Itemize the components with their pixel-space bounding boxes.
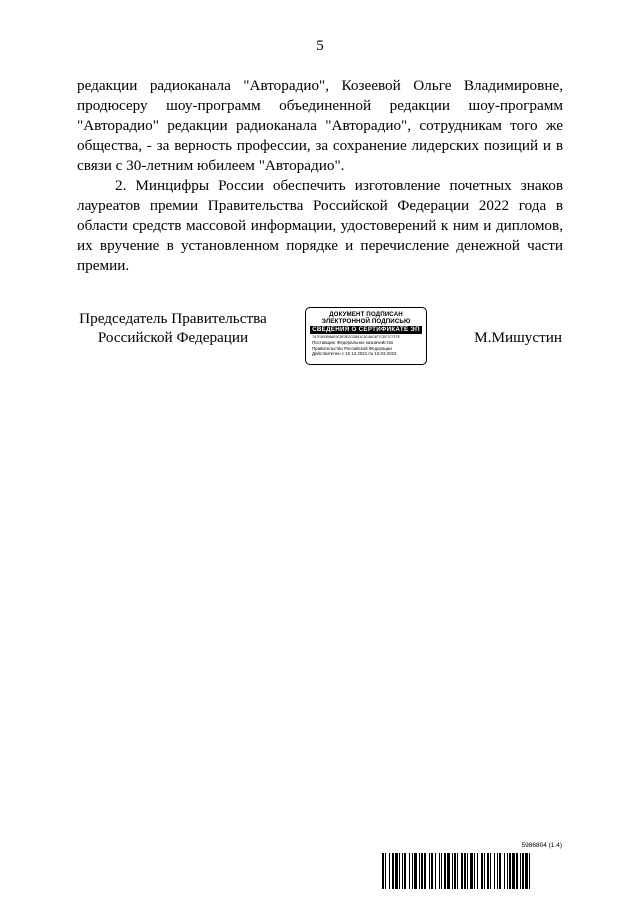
signatory-title	[78, 309, 268, 347]
barcode-icon	[382, 853, 562, 889]
signatory-title-line2: Российской Федерации	[97, 329, 249, 346]
signatory-name: М.Мишустин	[474, 329, 562, 346]
page-number: 5	[316, 38, 324, 54]
stamp-serial: 7A7F0E0BBAE9C5F3E2CDB91C1E4AC4F7CDF7C7F7E	[312, 334, 400, 339]
paragraph-item-2: 2. Минцифры России обеспечить изготовление почетных знаков лауреатов премии Правительства Российской Федерации 2022 года в области средств массовой информации, удостоверений к ним и дипломов, их вручение в установленном порядке и перечисление денежной части премии.	[77, 177, 563, 274]
stamp-validity: Действителен с 10.12.2021 по 10.03.2023	[312, 351, 397, 357]
stamp-header-line2: ЭЛЕКТРОННОЙ ПОДПИСЬЮ	[321, 318, 411, 325]
stamp-header	[306, 311, 426, 325]
electronic-signature-stamp	[305, 307, 427, 365]
stamp-supplier: Поставщик: Федеральное казначейство	[312, 340, 394, 346]
stamp-certificate-bar: СВЕДЕНИЯ О СЕРТИФИКАТЕ ЭП	[310, 326, 422, 334]
stamp-owner: Правительство Российской Федерации	[312, 345, 392, 351]
paragraph-continuation: редакции радиоканала "Авторадио", Козеевой Ольге Владимировне, продюсеру шоу-программ объединенной редакции шоу-программ "Авторадио" редакции радиоканала "Авторадио", сотрудникам того же общества, - за верность профессии, за сохранение лидерских позиций и в связи с 30-летним юбилеем "Авторадио".	[77, 77, 563, 174]
document-body	[77, 76, 563, 276]
stamp-header-line1: ДОКУМЕНТ ПОДПИСАН	[329, 311, 403, 318]
barcode-label: 5986804 (1.4)	[521, 842, 562, 849]
barcode-area	[382, 842, 562, 890]
signatory-title-line1: Председатель Правительства	[79, 310, 267, 327]
